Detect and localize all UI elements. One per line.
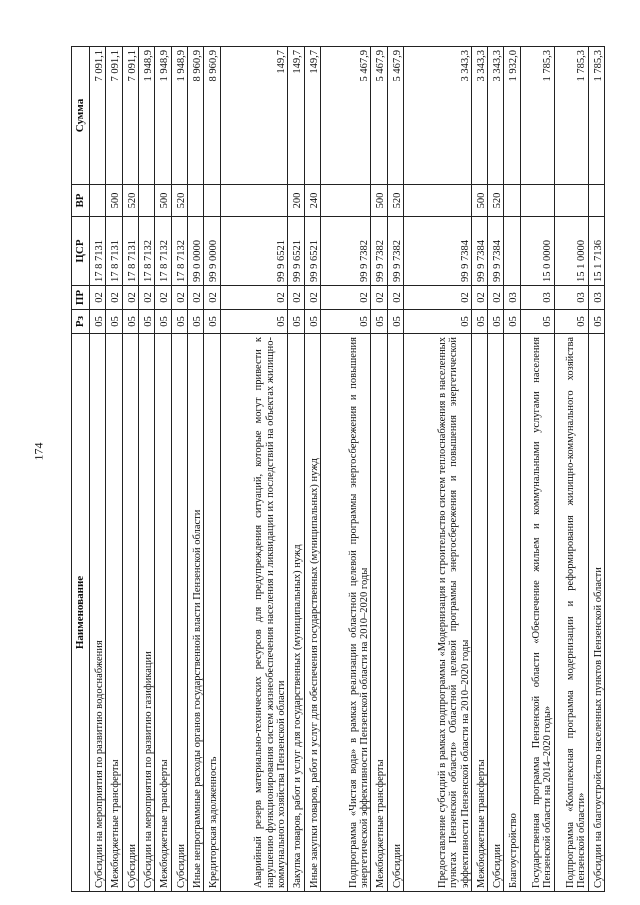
cell-sum: 3 343,3 <box>488 47 504 185</box>
rotated-table-container <box>71 47 605 892</box>
table-row <box>90 47 106 892</box>
cell-csr: 17 8 7131 <box>122 217 138 286</box>
cell-pr: 03 <box>554 286 588 310</box>
cell-sum: 1 948,9 <box>171 47 187 185</box>
cell-rz: 05 <box>204 310 220 334</box>
cell-sum: 8 960,9 <box>187 47 203 185</box>
cell-pr: 02 <box>371 286 387 310</box>
cell-sum: 8 960,9 <box>204 47 220 185</box>
cell-rz: 05 <box>288 310 304 334</box>
cell-name: Подпрограмма «Комплексная программа модернизации и реформирования жилищно-коммунального хозяйства Пензенской области» <box>554 334 588 892</box>
cell-pr: 02 <box>138 286 154 310</box>
cell-csr: 17 8 7131 <box>106 217 122 286</box>
cell-csr: 99 0 0000 <box>187 217 203 286</box>
table-row <box>106 47 122 892</box>
cell-vr: 500 <box>155 185 171 217</box>
cell-pr: 02 <box>204 286 220 310</box>
cell-pr: 02 <box>106 286 122 310</box>
cell-sum: 1 785,3 <box>588 47 604 185</box>
cell-vr <box>220 185 288 217</box>
cell-pr: 02 <box>488 286 504 310</box>
cell-name: Межбюджетные трансферты <box>155 334 171 892</box>
cell-vr <box>588 185 604 217</box>
cell-name: Аварийный резерв материально-технических ресурсов для предупреждения ситуаций, которые могут привести к нарушению функционирования систем жизнеобеспечения населения и ликвидации их последствий на объектах жилищно-коммунального хозяйства Пензенской области <box>220 334 288 892</box>
cell-vr <box>204 185 220 217</box>
cell-name: Субсидии на мероприятия по развитию газификации <box>138 334 154 892</box>
cell-csr: 15 1 7136 <box>588 217 604 286</box>
cell-sum: 5 467,9 <box>387 47 403 185</box>
cell-vr: 500 <box>371 185 387 217</box>
cell-rz: 05 <box>106 310 122 334</box>
cell-vr <box>504 185 520 217</box>
cell-name: Межбюджетные трансферты <box>106 334 122 892</box>
cell-rz: 05 <box>488 310 504 334</box>
page-number: 174 <box>31 442 46 461</box>
cell-csr: 99 9 7382 <box>321 217 371 286</box>
cell-vr: 520 <box>171 185 187 217</box>
cell-name: Благоустройство <box>504 334 520 892</box>
header-rz: Рз <box>72 310 90 334</box>
cell-vr: 520 <box>122 185 138 217</box>
cell-sum: 1 948,9 <box>138 47 154 185</box>
table-row <box>404 47 472 892</box>
cell-rz: 05 <box>90 310 106 334</box>
cell-csr: 15 0 0000 <box>520 217 554 286</box>
table-row <box>371 47 387 892</box>
cell-name: Субсидии на мероприятия по развитию водоснабжения <box>90 334 106 892</box>
cell-pr: 02 <box>171 286 187 310</box>
cell-pr: 02 <box>187 286 203 310</box>
cell-vr <box>404 185 472 217</box>
cell-vr <box>520 185 554 217</box>
cell-csr: 99 9 6521 <box>304 217 320 286</box>
cell-name: Субсидии <box>488 334 504 892</box>
table-row <box>187 47 203 892</box>
cell-pr: 02 <box>304 286 320 310</box>
table-row <box>588 47 604 892</box>
table-row <box>204 47 220 892</box>
cell-rz: 05 <box>554 310 588 334</box>
cell-name: Субсидии <box>387 334 403 892</box>
cell-name: Субсидии <box>171 334 187 892</box>
cell-csr: 17 8 7131 <box>90 217 106 286</box>
cell-rz: 05 <box>504 310 520 334</box>
cell-vr <box>90 185 106 217</box>
cell-sum: 1 948,9 <box>155 47 171 185</box>
cell-vr: 500 <box>106 185 122 217</box>
cell-sum: 7 091,1 <box>106 47 122 185</box>
cell-csr: 99 9 6521 <box>220 217 288 286</box>
cell-rz: 05 <box>187 310 203 334</box>
budget-table <box>71 46 605 892</box>
cell-pr: 02 <box>288 286 304 310</box>
cell-vr <box>138 185 154 217</box>
cell-sum: 149,7 <box>220 47 288 185</box>
cell-name: Подпрограмма «Чистая вода» в рамках реализации областной целевой программы энергосбережения и повышения энергетической эффективности Пензенской области на 2010–2020 годы <box>321 334 371 892</box>
header-vr: ВР <box>72 185 90 217</box>
cell-csr: 99 9 6521 <box>288 217 304 286</box>
table-row <box>138 47 154 892</box>
cell-rz: 05 <box>304 310 320 334</box>
cell-rz: 05 <box>588 310 604 334</box>
cell-csr: 99 9 7382 <box>387 217 403 286</box>
table-row <box>387 47 403 892</box>
cell-csr: 99 9 7384 <box>404 217 472 286</box>
cell-sum: 7 091,1 <box>122 47 138 185</box>
cell-pr: 02 <box>122 286 138 310</box>
cell-name: Кредиторская задолженность <box>204 334 220 892</box>
cell-sum: 3 343,3 <box>471 47 487 185</box>
cell-csr: 99 9 0000 <box>204 217 220 286</box>
cell-pr: 02 <box>155 286 171 310</box>
header-sum: Сумма <box>72 47 90 185</box>
cell-vr: 520 <box>387 185 403 217</box>
cell-rz: 05 <box>404 310 472 334</box>
table-row <box>471 47 487 892</box>
cell-vr: 240 <box>304 185 320 217</box>
cell-sum: 1 932,0 <box>504 47 520 185</box>
cell-sum: 149,7 <box>288 47 304 185</box>
cell-name: Иные закупки товаров, работ и услуг для обеспечения государственных (муниципальных) нужд <box>304 334 320 892</box>
cell-rz: 05 <box>471 310 487 334</box>
cell-sum: 1 785,3 <box>554 47 588 185</box>
cell-pr: 02 <box>471 286 487 310</box>
table-row <box>288 47 304 892</box>
cell-vr <box>187 185 203 217</box>
cell-pr: 02 <box>90 286 106 310</box>
cell-name: Субсидии на благоустройство населенных пунктов Пензенской области <box>588 334 604 892</box>
cell-rz: 05 <box>520 310 554 334</box>
cell-pr: 03 <box>520 286 554 310</box>
cell-csr: 99 9 7382 <box>371 217 387 286</box>
cell-rz: 05 <box>321 310 371 334</box>
table-row <box>304 47 320 892</box>
table-body <box>90 47 605 892</box>
cell-rz: 05 <box>387 310 403 334</box>
cell-rz: 05 <box>155 310 171 334</box>
cell-name: Межбюджетные трансферты <box>371 334 387 892</box>
cell-sum: 149,7 <box>304 47 320 185</box>
table-row <box>520 47 554 892</box>
cell-name: Иные непрограммные расходы органов государственной власти Пензенской области <box>187 334 203 892</box>
cell-rz: 05 <box>371 310 387 334</box>
cell-sum: 7 091,1 <box>90 47 106 185</box>
table-header-row <box>72 47 90 892</box>
cell-pr: 03 <box>588 286 604 310</box>
cell-name: Межбюджетные трансферты <box>471 334 487 892</box>
cell-csr: 17 8 7132 <box>138 217 154 286</box>
table-row <box>171 47 187 892</box>
cell-sum: 1 785,3 <box>520 47 554 185</box>
table-row <box>155 47 171 892</box>
cell-vr <box>321 185 371 217</box>
table-row <box>321 47 371 892</box>
cell-pr: 02 <box>220 286 288 310</box>
cell-csr <box>504 217 520 286</box>
cell-pr: 02 <box>404 286 472 310</box>
cell-rz: 05 <box>171 310 187 334</box>
cell-csr: 17 8 7132 <box>171 217 187 286</box>
cell-sum: 5 467,9 <box>321 47 371 185</box>
cell-rz: 05 <box>138 310 154 334</box>
table-row <box>220 47 288 892</box>
cell-rz: 05 <box>220 310 288 334</box>
cell-name: Субсидии <box>122 334 138 892</box>
cell-csr: 15 1 0000 <box>554 217 588 286</box>
cell-vr: 520 <box>488 185 504 217</box>
header-pr: ПР <box>72 286 90 310</box>
table-row <box>488 47 504 892</box>
cell-name: Закупка товаров, работ и услуг для государственных (муниципальных) нужд <box>288 334 304 892</box>
table-row <box>554 47 588 892</box>
table-row <box>504 47 520 892</box>
cell-rz: 05 <box>122 310 138 334</box>
cell-pr: 03 <box>504 286 520 310</box>
cell-csr: 99 9 7384 <box>488 217 504 286</box>
header-csr: ЦСР <box>72 217 90 286</box>
cell-vr: 200 <box>288 185 304 217</box>
cell-vr <box>554 185 588 217</box>
cell-name: Предоставление субсидий в рамках подпрограммы «Модернизация и строительство систем теплоснабжения в населенных пунктах Пензенской области» Областной целевой программы энергосбережения и повышения энергетической эффективности Пензенской области на 2010–2020 годы <box>404 334 472 892</box>
cell-vr: 500 <box>471 185 487 217</box>
header-name: Наименование <box>72 334 90 892</box>
cell-csr: 99 9 7384 <box>471 217 487 286</box>
cell-pr: 02 <box>387 286 403 310</box>
cell-sum: 5 467,9 <box>371 47 387 185</box>
cell-csr: 17 8 7132 <box>155 217 171 286</box>
cell-sum: 3 343,3 <box>404 47 472 185</box>
cell-name: Государственная программа Пензенской области «Обеспечение жильем и коммунальными услугами населения Пензенской области на 2014–2020 годы» <box>520 334 554 892</box>
table-row <box>122 47 138 892</box>
cell-pr: 02 <box>321 286 371 310</box>
